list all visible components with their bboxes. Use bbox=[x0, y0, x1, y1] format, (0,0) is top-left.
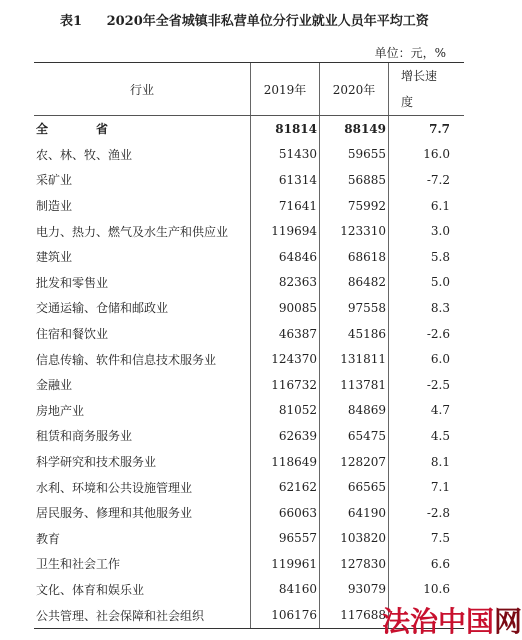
table-title-text: 2020年全省城镇非私营单位分行业就业人员年平均工资 bbox=[106, 14, 429, 29]
cell-industry: 金融业 bbox=[36, 378, 73, 393]
cell-2019: 118649 bbox=[251, 449, 320, 475]
table-title bbox=[60, 10, 429, 29]
cell-growth: 5.0 bbox=[389, 270, 465, 296]
table-row-total bbox=[34, 116, 464, 142]
table-row bbox=[34, 398, 464, 424]
cell-industry: 水利、环境和公共设施管理业 bbox=[36, 480, 193, 495]
cell-2019: 119961 bbox=[251, 551, 320, 577]
table-row bbox=[34, 551, 464, 577]
table-row bbox=[34, 295, 464, 321]
cell-2019: 62639 bbox=[251, 423, 320, 449]
unit-label: 单位：元，% bbox=[374, 46, 446, 60]
table-row bbox=[34, 526, 464, 552]
wage-table bbox=[34, 62, 464, 629]
watermark-text: 法治中国 bbox=[382, 605, 495, 638]
cell-2020: 64190 bbox=[320, 500, 389, 526]
cell-2020: 56885 bbox=[320, 167, 389, 193]
cell-2020: 86482 bbox=[320, 270, 389, 296]
cell-growth: 8.3 bbox=[389, 295, 465, 321]
cell-growth: -2.6 bbox=[389, 321, 465, 347]
cell-2020: 117688 bbox=[320, 602, 389, 628]
cell-2020: 84869 bbox=[320, 398, 389, 424]
cell-2020: 131811 bbox=[320, 346, 389, 372]
cell-2019: 84160 bbox=[251, 577, 320, 603]
cell-industry: 房地产业 bbox=[36, 403, 85, 418]
cell-2020: 97558 bbox=[320, 295, 389, 321]
cell-industry: 卫生和社会工作 bbox=[36, 557, 121, 572]
table-row bbox=[34, 321, 464, 347]
cell-industry: 交通运输、仓储和邮政业 bbox=[36, 301, 169, 316]
table-header-row bbox=[34, 63, 464, 116]
cell-growth: -2.5 bbox=[389, 372, 465, 398]
cell-2019: 71641 bbox=[251, 193, 320, 219]
cell-2020: 66565 bbox=[320, 474, 389, 500]
header-growth-line2: 度 bbox=[401, 95, 414, 109]
table-row bbox=[34, 346, 464, 372]
table-row bbox=[34, 244, 464, 270]
cell-2020: 123310 bbox=[320, 218, 389, 244]
table-number: 表1 bbox=[60, 14, 83, 29]
cell-2019: 90085 bbox=[251, 295, 320, 321]
cell-industry: 公共管理、社会保障和社会组织 bbox=[34, 602, 251, 628]
table-row bbox=[34, 500, 464, 526]
cell-2020: 75992 bbox=[320, 193, 389, 219]
cell-industry: 科学研究和技术服务业 bbox=[36, 455, 157, 470]
table-row bbox=[34, 423, 464, 449]
cell-growth: 16.0 bbox=[389, 142, 465, 168]
cell-2019: 96557 bbox=[251, 526, 320, 552]
cell-2020: 93079 bbox=[320, 577, 389, 603]
site-watermark-logo bbox=[382, 600, 522, 640]
cell-industry: 信息传输、软件和信息技术服务业 bbox=[36, 352, 217, 367]
cell-2020: 128207 bbox=[320, 449, 389, 475]
cell-growth: 4.7 bbox=[389, 398, 465, 424]
cell-growth: 6.0 bbox=[389, 346, 465, 372]
cell-industry: 租赁和商务服务业 bbox=[36, 429, 133, 444]
table-row bbox=[34, 218, 464, 244]
cell-growth: 4.5 bbox=[389, 423, 465, 449]
table-row bbox=[34, 270, 464, 296]
cell-industry: 教育 bbox=[36, 531, 61, 546]
cell-2019: 51430 bbox=[251, 142, 320, 168]
cell-2019: 81052 bbox=[251, 398, 320, 424]
header-2020: 2020年 bbox=[320, 63, 389, 116]
table-row bbox=[34, 167, 464, 193]
cell-2020: 127830 bbox=[320, 551, 389, 577]
header-growth-line1: 增长速 bbox=[401, 69, 438, 83]
cell-growth: 7.1 bbox=[389, 474, 465, 500]
cell-industry: 建筑业 bbox=[36, 250, 73, 265]
table-row bbox=[34, 474, 464, 500]
cell-2020: 103820 bbox=[320, 526, 389, 552]
cell-2019: 82363 bbox=[251, 270, 320, 296]
cell-2020: 68618 bbox=[320, 244, 389, 270]
cell-industry: 采矿业 bbox=[36, 173, 73, 188]
cell-growth: 8.1 bbox=[389, 449, 465, 475]
cell-2019: 64846 bbox=[251, 244, 320, 270]
cell-2019: 66063 bbox=[251, 500, 320, 526]
cell-industry: 住宿和餐饮业 bbox=[36, 327, 109, 342]
cell-2020: 113781 bbox=[320, 372, 389, 398]
table-row bbox=[34, 449, 464, 475]
cell-industry: 批发和零售业 bbox=[36, 275, 109, 290]
table-row bbox=[34, 372, 464, 398]
cell-2019: 116732 bbox=[251, 372, 320, 398]
cell-2019: 124370 bbox=[251, 346, 320, 372]
cell-2019: 61314 bbox=[251, 167, 320, 193]
cell-industry: 制造业 bbox=[36, 199, 73, 214]
cell-2019: 119694 bbox=[251, 218, 320, 244]
header-growth bbox=[389, 63, 465, 116]
cell-growth: 6.6 bbox=[389, 551, 465, 577]
cell-growth: 10.6 bbox=[389, 577, 465, 603]
cell-growth: 5.8 bbox=[389, 244, 465, 270]
cell-growth: 3.0 bbox=[389, 218, 465, 244]
table-row bbox=[34, 142, 464, 168]
cell-2020: 65475 bbox=[320, 423, 389, 449]
cell-industry: 电力、热力、燃气及水生产和供应业 bbox=[36, 224, 229, 239]
cell-industry: 文化、体育和娱乐业 bbox=[36, 582, 145, 597]
table-body bbox=[34, 116, 464, 629]
watermark-text-net: 网 bbox=[494, 605, 522, 638]
header-industry: 行业 bbox=[34, 63, 251, 116]
cell-2019: 106176 bbox=[251, 602, 320, 628]
cell-growth: 7.5 bbox=[389, 526, 465, 552]
cell-2020: 59655 bbox=[320, 142, 389, 168]
cell-2019: 81814 bbox=[251, 116, 320, 142]
cell-growth: 6.1 bbox=[389, 193, 465, 219]
cell-industry: 全 省 bbox=[36, 122, 127, 137]
cell-industry: 居民服务、修理和其他服务业 bbox=[36, 506, 193, 521]
cell-industry: 农、林、牧、渔业 bbox=[36, 147, 133, 162]
table-row bbox=[34, 193, 464, 219]
table-row bbox=[34, 577, 464, 603]
cell-2020: 45186 bbox=[320, 321, 389, 347]
cell-2019: 62162 bbox=[251, 474, 320, 500]
header-2019: 2019年 bbox=[251, 63, 320, 116]
cell-2019: 46387 bbox=[251, 321, 320, 347]
cell-growth: -7.2 bbox=[389, 167, 465, 193]
cell-2020: 88149 bbox=[320, 116, 389, 142]
cell-growth: -2.8 bbox=[389, 500, 465, 526]
cell-growth: 7.7 bbox=[389, 116, 465, 142]
